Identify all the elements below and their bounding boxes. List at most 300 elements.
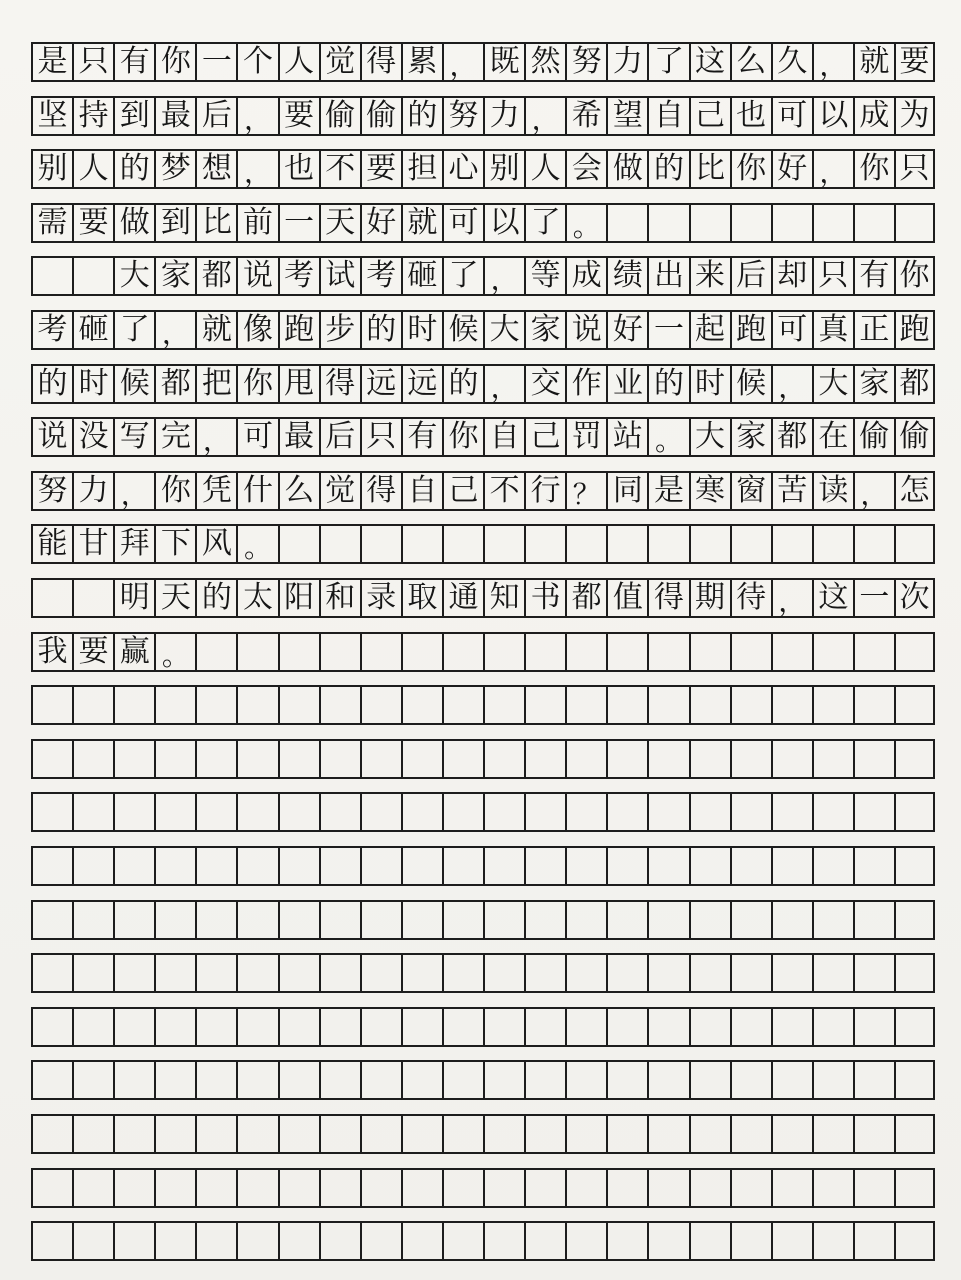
grid-cell	[236, 1114, 277, 1154]
grid-cell	[72, 1221, 113, 1261]
grid-cell: 后	[319, 417, 360, 457]
grid-cell	[442, 1114, 483, 1154]
grid-cell: 要	[278, 96, 319, 136]
grid-cell: 要	[360, 149, 401, 189]
grid-cell	[319, 632, 360, 672]
grid-cell: 时	[401, 310, 442, 350]
grid-cell: 出	[647, 256, 688, 296]
grid-cell: 的	[195, 578, 236, 618]
grid-cell: ，	[812, 42, 853, 82]
grid-cell	[606, 846, 647, 886]
grid-cell	[565, 1114, 606, 1154]
grid-cell: 只	[894, 149, 935, 189]
grid-cell: 得	[360, 42, 401, 82]
grid-cell: 你	[154, 471, 195, 511]
grid-cell: 可	[771, 96, 812, 136]
grid-cell: 。	[647, 417, 688, 457]
grid-cell: 家	[524, 310, 565, 350]
grid-cell	[483, 900, 524, 940]
grid-cell: ，	[195, 417, 236, 457]
grid-cell	[278, 685, 319, 725]
grid-cell	[195, 792, 236, 832]
grid-row	[31, 256, 935, 296]
grid-cell	[894, 1114, 935, 1154]
grid-cell: 录	[360, 578, 401, 618]
grid-cell	[483, 1060, 524, 1100]
grid-cell: 人	[524, 149, 565, 189]
grid-cell	[894, 524, 935, 564]
grid-cell: 的	[647, 149, 688, 189]
grid-cell	[195, 632, 236, 672]
grid-cell	[401, 685, 442, 725]
grid-cell	[647, 524, 688, 564]
grid-cell	[483, 685, 524, 725]
grid-cell: 觉	[319, 471, 360, 511]
grid-cell	[565, 953, 606, 993]
grid-cell	[72, 256, 113, 296]
grid-row	[31, 42, 935, 82]
grid-cell: 做	[606, 149, 647, 189]
grid-cell	[401, 1007, 442, 1047]
grid-cell	[730, 1007, 771, 1047]
grid-cell	[360, 739, 401, 779]
grid-cell	[606, 900, 647, 940]
grid-cell: 的	[360, 310, 401, 350]
grid-cell	[689, 685, 730, 725]
grid-cell	[442, 1060, 483, 1100]
grid-cell	[236, 739, 277, 779]
grid-cell: 的	[647, 364, 688, 404]
grid-cell	[812, 900, 853, 940]
grid-cell: 作	[565, 364, 606, 404]
grid-cell: 力	[483, 96, 524, 136]
grid-cell	[771, 203, 812, 243]
grid-cell	[812, 1007, 853, 1047]
grid-cell: 么	[278, 471, 319, 511]
grid-cell: 不	[319, 149, 360, 189]
grid-cell: 得	[319, 364, 360, 404]
grid-cell: ，	[236, 149, 277, 189]
grid-cell: 己	[442, 471, 483, 511]
grid-cell: 可	[771, 310, 812, 350]
grid-cell: 没	[72, 417, 113, 457]
grid-cell: 累	[401, 42, 442, 82]
grid-cell	[771, 739, 812, 779]
grid-cell	[483, 632, 524, 672]
grid-cell	[72, 1007, 113, 1047]
grid-cell: 什	[236, 471, 277, 511]
grid-cell	[195, 1007, 236, 1047]
grid-cell	[689, 792, 730, 832]
grid-cell	[689, 1007, 730, 1047]
grid-cell: 步	[319, 310, 360, 350]
grid-cell	[730, 1168, 771, 1208]
grid-cell: 通	[442, 578, 483, 618]
grid-cell: 完	[154, 417, 195, 457]
grid-cell: 像	[236, 310, 277, 350]
grid-cell	[853, 1060, 894, 1100]
grid-cell: 有	[853, 256, 894, 296]
grid-cell	[894, 846, 935, 886]
grid-cell: 业	[606, 364, 647, 404]
grid-cell	[31, 1168, 72, 1208]
grid-cell	[771, 792, 812, 832]
grid-cell	[442, 846, 483, 886]
grid-cell	[894, 1168, 935, 1208]
grid-cell	[730, 524, 771, 564]
grid-cell	[853, 900, 894, 940]
grid-cell	[524, 739, 565, 779]
grid-cell	[72, 578, 113, 618]
grid-cell: ，	[771, 578, 812, 618]
grid-cell: 偷	[853, 417, 894, 457]
grid-cell	[113, 1168, 154, 1208]
grid-cell: 久	[771, 42, 812, 82]
grid-cell: ，	[154, 310, 195, 350]
grid-cell: 考	[360, 256, 401, 296]
grid-cell: 会	[565, 149, 606, 189]
grid-cell	[319, 739, 360, 779]
grid-cell: 你	[853, 149, 894, 189]
grid-row	[31, 96, 935, 136]
grid-cell	[236, 1168, 277, 1208]
grid-cell	[565, 739, 606, 779]
grid-cell: 既	[483, 42, 524, 82]
grid-cell	[689, 953, 730, 993]
grid-cell	[606, 739, 647, 779]
grid-cell	[812, 1114, 853, 1154]
grid-cell	[606, 524, 647, 564]
grid-cell: 起	[689, 310, 730, 350]
grid-cell	[360, 1168, 401, 1208]
grid-cell	[853, 792, 894, 832]
grid-cell: 寒	[689, 471, 730, 511]
grid-cell: 远	[401, 364, 442, 404]
grid-cell	[606, 1007, 647, 1047]
grid-cell: 担	[401, 149, 442, 189]
grid-cell	[236, 1221, 277, 1261]
grid-cell	[853, 1114, 894, 1154]
grid-cell	[730, 632, 771, 672]
grid-cell: 也	[730, 96, 771, 136]
grid-cell: 只	[360, 417, 401, 457]
grid-cell	[647, 685, 688, 725]
grid-cell	[606, 953, 647, 993]
grid-cell	[606, 1060, 647, 1100]
grid-cell: 最	[278, 417, 319, 457]
grid-cell: 己	[524, 417, 565, 457]
grid-cell	[689, 900, 730, 940]
grid-cell: 在	[812, 417, 853, 457]
grid-cell	[565, 685, 606, 725]
grid-cell	[154, 1221, 195, 1261]
grid-cell	[771, 1221, 812, 1261]
grid-cell	[113, 1221, 154, 1261]
grid-cell: 苦	[771, 471, 812, 511]
grid-cell	[154, 953, 195, 993]
grid-cell	[442, 1221, 483, 1261]
grid-cell	[565, 900, 606, 940]
grid-cell	[113, 685, 154, 725]
grid-cell: 。	[154, 632, 195, 672]
grid-cell: ，	[442, 42, 483, 82]
grid-cell	[812, 524, 853, 564]
grid-cell	[236, 846, 277, 886]
grid-cell: 最	[154, 96, 195, 136]
grid-cell	[154, 1114, 195, 1154]
grid-cell	[483, 524, 524, 564]
grid-cell	[31, 1114, 72, 1154]
grid-cell: 砸	[401, 256, 442, 296]
grid-cell	[31, 739, 72, 779]
grid-cell: ，	[113, 471, 154, 511]
grid-cell: 说	[31, 417, 72, 457]
grid-cell	[278, 792, 319, 832]
grid-cell	[689, 1060, 730, 1100]
grid-cell	[524, 1060, 565, 1100]
grid-cell: ，	[524, 96, 565, 136]
grid-cell	[113, 1060, 154, 1100]
grid-cell	[894, 685, 935, 725]
grid-cell: 比	[195, 203, 236, 243]
grid-cell	[894, 792, 935, 832]
grid-row	[31, 953, 935, 993]
grid-cell: 时	[72, 364, 113, 404]
grid-cell	[730, 846, 771, 886]
grid-cell	[360, 524, 401, 564]
grid-cell: 前	[236, 203, 277, 243]
grid-cell: 望	[606, 96, 647, 136]
grid-cell	[771, 900, 812, 940]
grid-cell: 了	[647, 42, 688, 82]
grid-cell	[401, 1221, 442, 1261]
grid-row	[31, 578, 935, 618]
grid-cell	[812, 739, 853, 779]
grid-cell	[524, 792, 565, 832]
grid-cell: 取	[401, 578, 442, 618]
grid-cell: 我	[31, 632, 72, 672]
grid-cell	[647, 739, 688, 779]
grid-cell: 和	[319, 578, 360, 618]
grid-cell: 大	[812, 364, 853, 404]
grid-cell	[565, 1060, 606, 1100]
grid-cell	[565, 1007, 606, 1047]
grid-cell	[31, 846, 72, 886]
grid-cell	[812, 203, 853, 243]
grid-cell: 以	[812, 96, 853, 136]
grid-cell	[812, 1221, 853, 1261]
grid-cell: ，	[236, 96, 277, 136]
grid-cell	[483, 953, 524, 993]
grid-cell: 来	[689, 256, 730, 296]
grid-cell	[31, 1221, 72, 1261]
grid-cell	[647, 953, 688, 993]
grid-cell: ？	[565, 471, 606, 511]
grid-cell: 只	[72, 42, 113, 82]
grid-row	[31, 364, 935, 404]
grid-cell	[812, 792, 853, 832]
grid-cell	[319, 1114, 360, 1154]
grid-cell: 好	[771, 149, 812, 189]
grid-cell	[442, 1007, 483, 1047]
grid-cell	[689, 1221, 730, 1261]
grid-cell	[771, 524, 812, 564]
grid-cell	[442, 524, 483, 564]
grid-cell: 努	[31, 471, 72, 511]
grid-row	[31, 471, 935, 511]
grid-cell	[360, 792, 401, 832]
grid-cell	[278, 1007, 319, 1047]
grid-cell	[236, 953, 277, 993]
grid-cell: 交	[524, 364, 565, 404]
grid-cell	[442, 1168, 483, 1208]
grid-cell: 跑	[730, 310, 771, 350]
grid-cell	[442, 792, 483, 832]
grid-cell: 一	[853, 578, 894, 618]
grid-cell	[483, 1168, 524, 1208]
grid-cell	[154, 739, 195, 779]
grid-cell: 梦	[154, 149, 195, 189]
grid-cell: 了	[113, 310, 154, 350]
grid-cell: 都	[894, 364, 935, 404]
grid-cell	[894, 739, 935, 779]
grid-cell: 次	[894, 578, 935, 618]
grid-cell: 可	[442, 203, 483, 243]
grid-cell	[565, 846, 606, 886]
grid-cell	[278, 846, 319, 886]
grid-row	[31, 846, 935, 886]
grid-cell: 试	[319, 256, 360, 296]
grid-cell	[812, 632, 853, 672]
grid-row	[31, 792, 935, 832]
grid-cell	[565, 1168, 606, 1208]
grid-cell	[853, 1007, 894, 1047]
grid-cell	[360, 632, 401, 672]
grid-cell	[483, 846, 524, 886]
grid-cell: 期	[689, 578, 730, 618]
grid-cell	[360, 900, 401, 940]
grid-cell	[812, 846, 853, 886]
grid-cell: 要	[72, 203, 113, 243]
grid-cell: 偷	[319, 96, 360, 136]
grid-cell: 家	[154, 256, 195, 296]
grid-cell: 把	[195, 364, 236, 404]
grid-cell: 要	[72, 632, 113, 672]
grid-cell: 写	[113, 417, 154, 457]
grid-cell	[401, 1114, 442, 1154]
grid-cell: 的	[401, 96, 442, 136]
grid-cell	[360, 1060, 401, 1100]
grid-cell	[442, 900, 483, 940]
grid-cell: ，	[483, 364, 524, 404]
grid-cell	[401, 953, 442, 993]
grid-cell: 不	[483, 471, 524, 511]
grid-cell: 大	[689, 417, 730, 457]
grid-cell	[72, 1060, 113, 1100]
grid-row	[31, 1168, 935, 1208]
grid-cell	[154, 1060, 195, 1100]
grid-cell	[278, 1114, 319, 1154]
grid-cell	[483, 1114, 524, 1154]
grid-cell	[319, 792, 360, 832]
grid-cell: 是	[647, 471, 688, 511]
grid-cell: 己	[689, 96, 730, 136]
grid-row	[31, 1114, 935, 1154]
grid-cell: 站	[606, 417, 647, 457]
grid-cell	[565, 524, 606, 564]
grid-cell	[647, 846, 688, 886]
grid-cell: 风	[195, 524, 236, 564]
grid-cell	[278, 632, 319, 672]
grid-cell: 做	[113, 203, 154, 243]
grid-cell	[730, 900, 771, 940]
grid-cell: 这	[812, 578, 853, 618]
grid-cell: 都	[565, 578, 606, 618]
grid-cell	[894, 1007, 935, 1047]
grid-cell	[319, 900, 360, 940]
grid-cell: 成	[565, 256, 606, 296]
grid-cell	[647, 1060, 688, 1100]
grid-cell	[853, 739, 894, 779]
grid-cell	[812, 1060, 853, 1100]
grid-cell: 以	[483, 203, 524, 243]
grid-cell: 阳	[278, 578, 319, 618]
grid-cell	[894, 1221, 935, 1261]
grid-cell: 赢	[113, 632, 154, 672]
grid-cell: 知	[483, 578, 524, 618]
grid-cell: 也	[278, 149, 319, 189]
grid-cell	[113, 792, 154, 832]
grid-cell	[31, 256, 72, 296]
grid-cell	[319, 846, 360, 886]
grid-cell: 持	[72, 96, 113, 136]
grid-cell	[319, 1007, 360, 1047]
grid-cell: 甩	[278, 364, 319, 404]
grid-cell	[401, 846, 442, 886]
grid-cell: 跑	[894, 310, 935, 350]
grid-cell	[72, 739, 113, 779]
grid-cell: 了	[442, 256, 483, 296]
grid-cell	[689, 1114, 730, 1154]
grid-cell	[72, 685, 113, 725]
grid-cell	[853, 632, 894, 672]
grid-cell	[195, 846, 236, 886]
grid-cell	[113, 1114, 154, 1154]
grid-cell	[442, 739, 483, 779]
grid-cell: 绩	[606, 256, 647, 296]
grid-cell: 力	[606, 42, 647, 82]
grid-cell: 比	[689, 149, 730, 189]
grid-cell	[319, 1060, 360, 1100]
grid-row	[31, 1060, 935, 1100]
grid-cell: 。	[236, 524, 277, 564]
grid-cell	[113, 1007, 154, 1047]
grid-cell	[771, 953, 812, 993]
grid-cell	[812, 1168, 853, 1208]
grid-cell: 好	[606, 310, 647, 350]
grid-cell	[236, 685, 277, 725]
grid-cell	[730, 792, 771, 832]
grid-cell: 别	[31, 149, 72, 189]
grid-cell	[730, 739, 771, 779]
grid-cell: 这	[689, 42, 730, 82]
grid-cell: 都	[195, 256, 236, 296]
grid-cell	[31, 900, 72, 940]
grid-cell: 你	[894, 256, 935, 296]
grid-cell: 自	[483, 417, 524, 457]
grid-cell	[236, 1007, 277, 1047]
grid-cell: 行	[524, 471, 565, 511]
